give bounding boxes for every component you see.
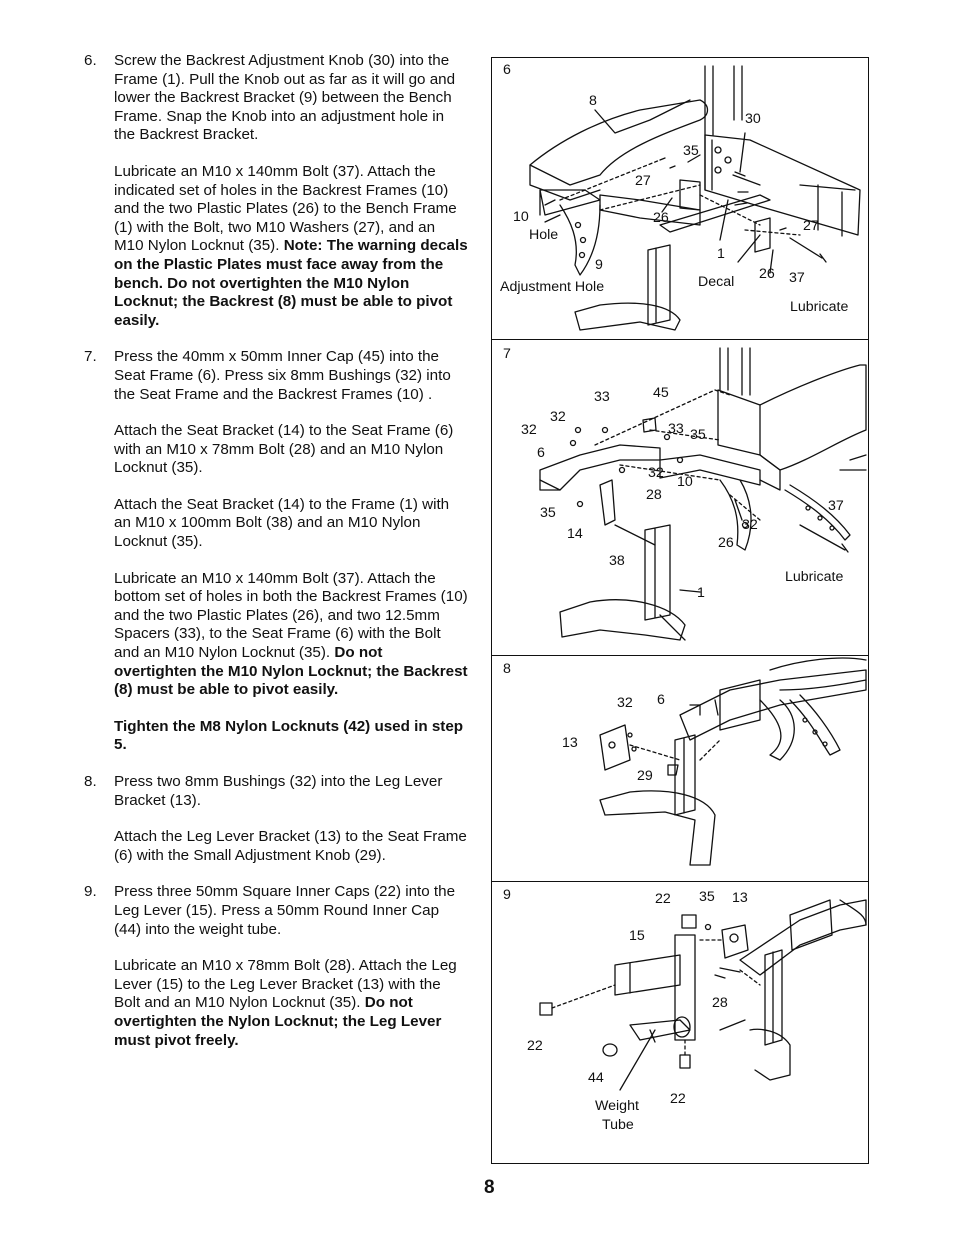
part-callout: 37 bbox=[828, 498, 844, 514]
step-number: 9. bbox=[84, 883, 97, 901]
part-callout: 35 bbox=[683, 143, 699, 159]
part-callout: 1 bbox=[697, 585, 705, 601]
part-callout: 28 bbox=[712, 995, 728, 1011]
part-callout: 35 bbox=[690, 427, 706, 443]
warning-note: Do not overtighten the Nylon Locknut; the Leg Lever must pivot freely. bbox=[114, 994, 442, 1049]
part-callout: 6 bbox=[537, 445, 545, 461]
warning-note: Do not overtighten the M10 Nylon Locknut; the Backrest (8) must be able to pivot easily. bbox=[114, 644, 468, 699]
part-callout: 13 bbox=[562, 735, 578, 751]
warning-note: Tighten the M8 Nylon Locknuts (42) used in step 5. bbox=[114, 717, 464, 754]
part-callout: 32 bbox=[648, 465, 664, 481]
part-callout: 33 bbox=[594, 389, 610, 405]
part-callout: 6 bbox=[657, 692, 665, 708]
part-callout: 8 bbox=[589, 93, 597, 109]
part-callout: 29 bbox=[637, 768, 653, 784]
part-callout: 32 bbox=[550, 409, 566, 425]
part-callout: 32 bbox=[521, 422, 537, 438]
step-paragraph: Attach the Seat Bracket (14) to the Frame (1) with an M10 x 100mm Bolt (38) and an M10 Nylon Locknut (35). bbox=[114, 495, 450, 551]
step-number: 7. bbox=[84, 348, 97, 366]
step-number: 8. bbox=[84, 773, 97, 790]
figure-9-drawing bbox=[540, 900, 866, 1090]
page-number: 8 bbox=[484, 1177, 495, 1198]
part-callout: 26 bbox=[718, 535, 734, 551]
step-paragraph: Press the 40mm x 50mm Inner Cap (45) into the Seat Frame (6). Press six 8mm Bushings (32) into the Seat Frame and the Backrest Frames (10) . bbox=[114, 348, 451, 403]
part-callout: 27 bbox=[803, 218, 819, 234]
step-number: 6. bbox=[84, 52, 97, 69]
step-paragraph: Press two 8mm Bushings (32) into the Leg Lever Bracket (13). bbox=[114, 773, 443, 809]
part-callout: 9 bbox=[595, 257, 603, 273]
part-callout: 38 bbox=[609, 553, 625, 569]
part-callout: 45 bbox=[653, 385, 669, 401]
part-callout: 10 bbox=[513, 209, 529, 225]
step-paragraph: Attach the Leg Lever Bracket (13) to the Seat Frame (6) with the Small Adjustment Knob (29). bbox=[114, 828, 467, 864]
part-callout: 35 bbox=[540, 505, 556, 521]
part-callout: 14 bbox=[567, 526, 583, 542]
part-callout: 35 bbox=[699, 889, 715, 905]
part-callout: 1 bbox=[717, 246, 725, 262]
part-callout: 28 bbox=[646, 487, 662, 503]
part-callout: 22 bbox=[527, 1038, 543, 1054]
part-callout: Lubricate bbox=[785, 569, 844, 585]
step-paragraph: Lubricate an M10 x 78mm Bolt (28). Attach the Leg Lever (15) to the Leg Lever Bracket (13) with the Bolt and an M10 Nylon Locknut (35). Do not overtighten the Nylon Locknut; the Leg Lever must pivot freely. bbox=[114, 957, 457, 1049]
part-callout: 44 bbox=[588, 1070, 604, 1086]
part-callout: 37 bbox=[789, 270, 805, 286]
part-callout: Tube bbox=[602, 1117, 634, 1133]
figure-number: 7 bbox=[503, 346, 511, 362]
part-callout: 10 bbox=[677, 474, 693, 490]
figure-8-drawing bbox=[600, 658, 866, 865]
part-callout: 15 bbox=[629, 928, 645, 944]
step-paragraph: Screw the Backrest Adjustment Knob (30) into the Frame (1). Pull the Knob out as far as it will go and lower the Backrest Bracket (9) between the Bench Frame. Snap the Knob into an adjustment hole in the Backrest Bracket. bbox=[114, 52, 456, 144]
part-callout: 22 bbox=[670, 1091, 686, 1107]
step-paragraph: Press three 50mm Square Inner Caps (22) into the Leg Lever (15). Press a 50mm Round Inner Cap (44) into the weight tube. bbox=[114, 883, 456, 938]
figure-number: 9 bbox=[503, 887, 511, 903]
part-callout: 26 bbox=[653, 210, 669, 226]
figure-number: 6 bbox=[503, 62, 511, 78]
step-paragraph: Lubricate an M10 x 140mm Bolt (37). Attach the indicated set of holes in the Backrest Frames (10) and the two Plastic Plates (26) to the Bench Frame (1) with the Bolt, two M10 Washers (27), and an M10 Nylon Locknut (35). Note: The warning decals on the Plastic Plates must face away from the bench. Do not overtighten the M10 Nylon Locknut; the Backrest (8) must be able to pivot easily. bbox=[114, 162, 468, 329]
part-callout: 27 bbox=[635, 173, 651, 189]
part-callout: Hole bbox=[529, 227, 559, 243]
part-callout: 22 bbox=[655, 891, 671, 907]
step-paragraph: Attach the Seat Bracket (14) to the Seat Frame (6) with an M10 x 78mm Bolt (28) and an M10 Nylon Locknut (35). bbox=[114, 422, 454, 477]
step-paragraph: Lubricate an M10 x 140mm Bolt (37). Attach the bottom set of holes in both the Backrest Frames (10) and the two Plastic Plates (26), and two 12.5mm Spacers (33), to the Seat Frame (6) with the Bolt and an M10 Nylon Locknut (35). Do not overtighten the M10 Nylon Locknut; the Backrest (8) must be able to pivot easily. bbox=[114, 569, 468, 699]
part-callout: 26 bbox=[759, 266, 775, 282]
part-callout: Decal bbox=[698, 274, 735, 290]
part-callout: Lubricate bbox=[790, 299, 849, 315]
part-callout: Weight bbox=[595, 1098, 639, 1114]
figure-number: 8 bbox=[503, 661, 511, 677]
part-callout: Adjustment Hole bbox=[500, 279, 605, 295]
part-callout: 30 bbox=[745, 111, 761, 127]
part-callout: 32 bbox=[742, 517, 758, 533]
warning-note: Note: The warning decals on the Plastic Plates must face away from the bench. Do not overtighten the M10 Nylon Locknut; the Backrest (8) must be able to pivot easily. bbox=[114, 237, 468, 329]
part-callout: 13 bbox=[732, 890, 748, 906]
part-callout: 33 bbox=[668, 421, 684, 437]
part-callout: 32 bbox=[617, 695, 633, 711]
